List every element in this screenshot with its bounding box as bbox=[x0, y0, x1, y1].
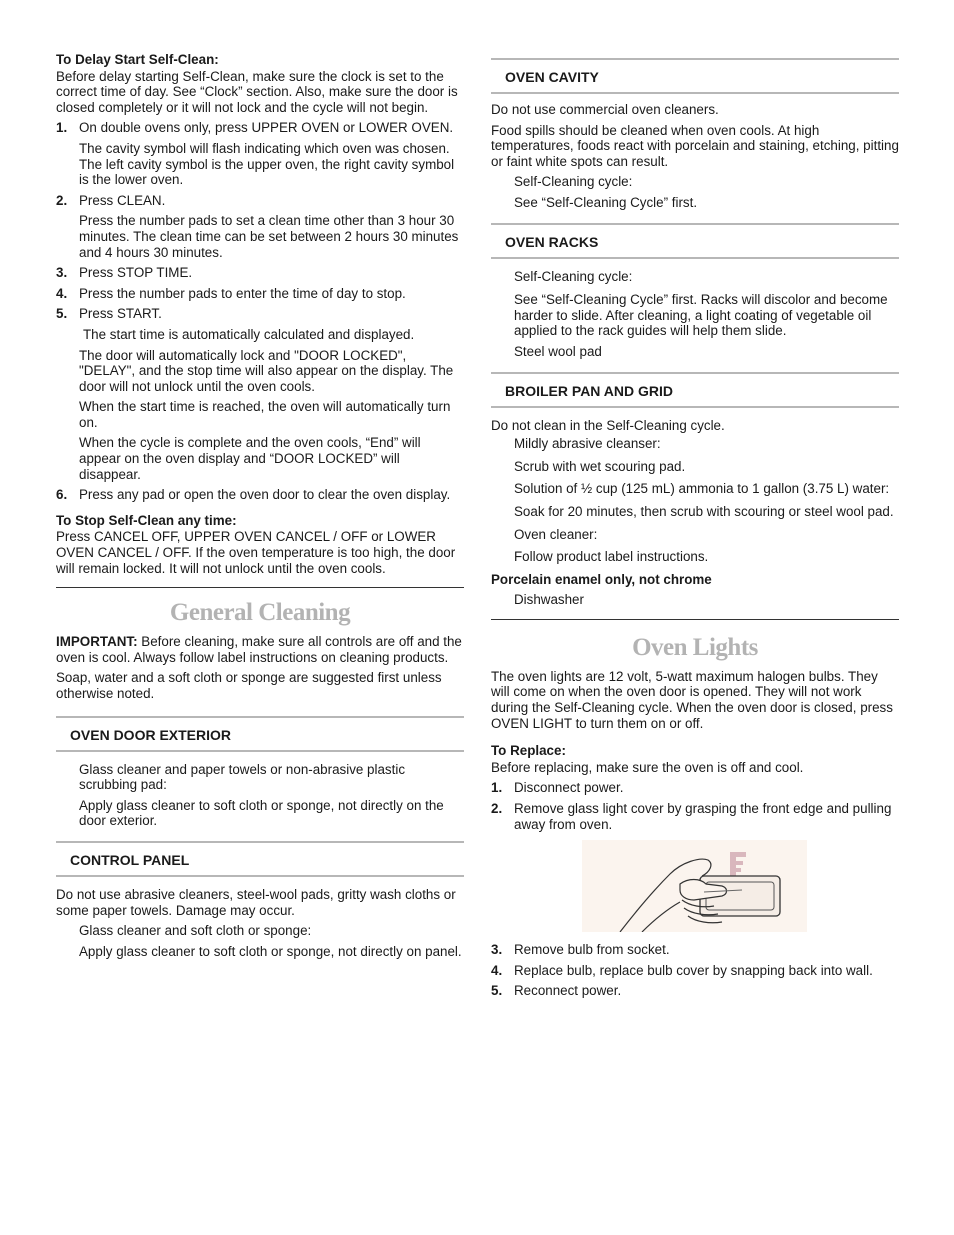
lights-intro: The oven lights are 12 volt, 5-watt maximum halogen bulbs. They will come on when the oven door is opened. They will not work during the Self-Cleaning cycle. When the oven door is closed, press OVEN LIGHT to turn them on or off. bbox=[491, 668, 893, 731]
delay-intro: Before delay starting Self-Clean, make sure the clock is set to the correct time of day. See “Clock” section. Also, make sure the door is closed completely or it will not lock and the cycle will not begin. bbox=[56, 68, 458, 115]
soap-note: Soap, water and a soft cloth or sponge are suggested first unless otherwise noted. bbox=[56, 670, 442, 701]
step-note: When the cycle is complete and the oven cools, “End” will appear on the oven display and “DOOR LOCKED” will disappear. bbox=[79, 435, 421, 482]
cavity-intro-2: Food spills should be cleaned when oven cools. At high temperatures, foods react with porcelain and staining, etching, pitting or faint white spots can result. bbox=[491, 122, 899, 169]
list-item: 3. Remove bulb from socket. bbox=[491, 942, 670, 958]
delay-steps bbox=[56, 120, 464, 502]
light-cover-removal-illustration bbox=[582, 840, 807, 932]
replace-heading: To Replace: bbox=[491, 743, 566, 759]
list-item: 2. Press CLEAN. Press the number pads to set a clean time other than 3 hour 30 minutes. The clean time can be set between 2 hours 30 minutes and 4 hours 30 minutes. bbox=[56, 193, 464, 260]
list-item: 5. Press START. The start time is automatically calculated and displayed. The door will automatically lock and "DOOR LOCKED", "DELAY", and the stop time will also appear on the display. The door will not unlock until the oven cools. When the start time is reached, the oven will automatically turn on. When the cycle is complete and the oven cools, “End” will appear on the oven display and “DOOR LOCKED” will disappear. bbox=[56, 306, 464, 482]
list-item: Follow product label instructions. bbox=[514, 549, 709, 565]
right-column bbox=[491, 58, 899, 1004]
stop-heading: To Stop Self-Clean any time: bbox=[56, 512, 237, 528]
broiler-intro: Do not clean in the Self-Cleaning cycle. bbox=[491, 417, 725, 433]
step-note: The door will automatically lock and "DOOR LOCKED", "DELAY", and the stop time will also appear on the display. The door will not unlock until the oven cools. bbox=[79, 347, 454, 394]
oven-racks-header: OVEN RACKS bbox=[491, 223, 899, 259]
step-note: Press the number pads to set a clean time other than 3 hour 30 minutes. The clean time can be set between 2 hours 30 minutes and 4 hours 30 minutes. bbox=[79, 213, 459, 260]
step-note: When the start time is reached, the oven will automatically turn on. bbox=[79, 399, 451, 430]
list-item: See “Self-Cleaning Cycle” first. bbox=[514, 194, 698, 210]
replace-steps-b bbox=[491, 942, 899, 999]
replace-steps-a bbox=[491, 780, 899, 832]
racks-items bbox=[491, 269, 899, 360]
general-cleaning-title: General Cleaning bbox=[169, 599, 351, 627]
panel-items bbox=[56, 923, 464, 959]
step-note: The start time is automatically calculated and displayed. bbox=[83, 326, 415, 342]
list-item: Soak for 20 minutes, then scrub with scouring or steel wool pad. bbox=[514, 503, 894, 519]
broiler-items bbox=[491, 436, 899, 565]
list-item: Self-Cleaning cycle: bbox=[514, 268, 633, 284]
list-item: 4. Replace bulb, replace bulb cover by snapping back into wall. bbox=[491, 962, 873, 978]
list-item: Scrub with wet scouring pad. bbox=[514, 458, 686, 474]
left-column bbox=[56, 52, 464, 964]
replace-intro: Before replacing, make sure the oven is off and cool. bbox=[491, 759, 804, 775]
list-item: 6. Press any pad or open the oven door to clear the oven display. bbox=[56, 487, 451, 503]
section-divider bbox=[56, 587, 464, 588]
panel-intro: Do not use abrasive cleaners, steel-wool pads, gritty wash cloths or some paper towels. Damage may occur. bbox=[56, 886, 456, 918]
oven-cavity-header: OVEN CAVITY bbox=[491, 58, 899, 94]
list-item: 5. Reconnect power. bbox=[491, 983, 622, 999]
hand-light-cover-icon bbox=[582, 840, 807, 932]
oven-lights-title: Oven Lights bbox=[632, 633, 758, 661]
list-item: 1. Disconnect power. bbox=[491, 780, 624, 796]
list-item: Glass cleaner and soft cloth or sponge: bbox=[79, 923, 312, 939]
cavity-items bbox=[491, 174, 899, 210]
list-item: 2. Remove glass light cover by grasping the front edge and pulling away from oven. bbox=[491, 801, 892, 832]
door-items bbox=[56, 762, 464, 829]
cavity-intro-1: Do not use commercial oven cleaners. bbox=[491, 102, 719, 117]
list-item: Apply glass cleaner to soft cloth or sponge, not directly on the door exterior. bbox=[79, 797, 444, 829]
oven-door-exterior-header: OVEN DOOR EXTERIOR bbox=[56, 716, 464, 752]
step-note: The cavity symbol will flash indicating which oven was chosen. The left cavity symbol is the upper oven, the right cavity symbol is the lower oven. bbox=[79, 140, 455, 188]
list-item: Self-Cleaning cycle: bbox=[514, 174, 633, 190]
list-item: See “Self-Cleaning Cycle” first. Racks will discolor and become harder to slide. After cleaning, a light coating of vegetable oil applied to the rack guides will help them slide. bbox=[514, 292, 888, 339]
list-item: Solution of ½ cup (125 mL) ammonia to 1 gallon (3.75 L) water: bbox=[514, 481, 890, 497]
list-item: 4. Press the number pads to enter the time of day to stop. bbox=[56, 285, 406, 301]
stop-text: Press CANCEL OFF, UPPER OVEN CANCEL / OFF or LOWER OVEN CANCEL / OFF. If the oven temperature is too high, the door will remain locked. It will not unlock until the oven cools. bbox=[56, 529, 456, 576]
list-item: Mildly abrasive cleanser: bbox=[514, 436, 661, 452]
list-item: Apply glass cleaner to soft cloth or sponge, not directly on panel. bbox=[79, 943, 462, 959]
list-item: 3. Press STOP TIME. bbox=[56, 265, 193, 281]
list-item: Oven cleaner: bbox=[514, 526, 598, 542]
dishwasher-item: Dishwasher bbox=[514, 592, 584, 608]
control-panel-header: CONTROL PANEL bbox=[56, 841, 464, 877]
list-item: Glass cleaner and paper towels or non-abrasive plastic scrubbing pad: bbox=[79, 761, 406, 793]
delay-heading: To Delay Start Self-Clean: bbox=[56, 52, 219, 67]
list-item: Steel wool pad bbox=[514, 343, 602, 359]
porcelain-label: Porcelain enamel only, not chrome bbox=[491, 571, 712, 587]
broiler-pan-header: BROILER PAN AND GRID bbox=[491, 372, 899, 408]
section-divider bbox=[491, 619, 899, 620]
important-note: IMPORTANT: Before cleaning, make sure all controls are off and the oven is cool. Always follow label instructions on cleaning products. bbox=[56, 634, 462, 665]
list-item: 1. On double ovens only, press UPPER OVEN or LOWER OVEN. The cavity symbol will flash indicating which oven was chosen. The left cavity symbol is the upper oven, the right cavity symbol is the lower oven. bbox=[56, 120, 464, 187]
